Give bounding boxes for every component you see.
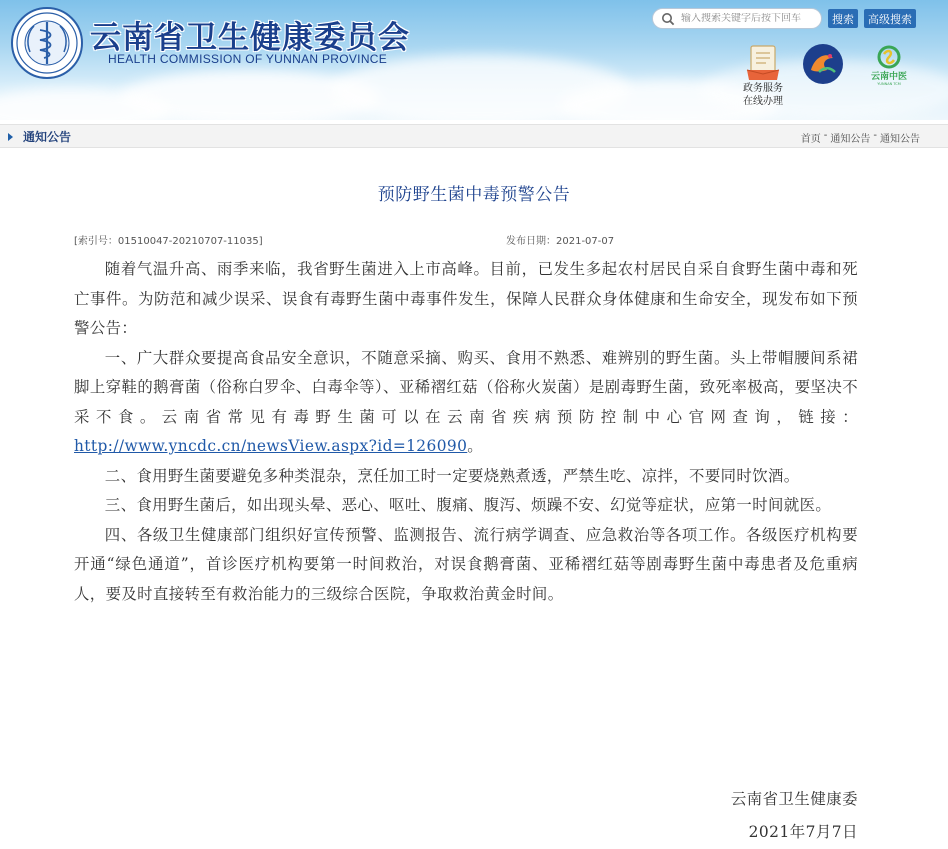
yunnan-tcm-link[interactable]	[864, 42, 914, 86]
site-header	[0, 0, 948, 120]
breadcrumb-separator: -	[873, 130, 877, 141]
article-body	[74, 255, 858, 609]
article-paragraph: 三、食用野生菌后，如出现头晕、恶心、呕吐、腹痛、腹泻、烦躁不安、幻觉等症状，应第一时间就医。	[104, 496, 832, 514]
search-input[interactable]	[681, 13, 821, 24]
site-title[interactable]: 云南省卫生健康委员会	[90, 20, 410, 56]
breadcrumb-current[interactable]: 通知公告	[880, 134, 920, 145]
svg-text:YUNNAN TCM: YUNNAN TCM	[877, 82, 901, 86]
breadcrumb-bar	[0, 124, 948, 148]
health-commission-emblem-icon[interactable]	[10, 6, 84, 80]
advanced-search-button[interactable]: 高级搜索	[864, 9, 916, 28]
article-paragraph: 二、食用野生菌要避免多种类混杂，烹任加工时一定要烧熟煮透，严禁生吃、凉拌，不要同时饮酒。	[104, 466, 800, 485]
online-service-label	[743, 82, 783, 108]
publish-date: 发布日期：2021-07-07	[506, 236, 615, 247]
article-paragraph: 随着气温升高、雨季来临，我省野生菌进入上市高峰。目前，已发生多起农村居民自采自食野生菌中毒和死亡事件。为防范和减少误采、误食有毒野生菌中毒事件发生，保障人民群众身体健康和生命安全，现发布如下预警公告：	[74, 260, 858, 337]
search-box	[652, 8, 822, 29]
dragon-logo-icon	[801, 42, 845, 86]
link-suffix: 。	[467, 437, 484, 455]
signature-date: 2021年7月7日	[748, 823, 858, 841]
article-paragraph: 四、各级卫生健康部门组织好宣传预警、监测报告、流行病学调查、应急救治等各项工作。各级医疗机构要开通“绿色通道”，首诊医疗机构要第一时间救治，对误食鹅膏菌、亚稀褶红菇等剧毒野生菌中毒患者及危重病人，要及时直接转至有救治能力的三级综合医院，争取救治黄金时间。	[74, 525, 858, 603]
online-service-label-line1: 政务服务	[743, 83, 783, 94]
breadcrumb	[801, 130, 920, 145]
breadcrumb-home[interactable]: 首页	[800, 134, 821, 145]
article-title: 预防野生菌中毒预警公告	[377, 185, 571, 205]
breadcrumb-notices[interactable]: 通知公告	[830, 134, 871, 145]
cdc-link[interactable]: http://www.yncdc.cn/newsView.aspx?id=126090	[74, 437, 468, 455]
index-number: [索引号：01510047-20210707-11035]	[74, 236, 263, 247]
signature-org: 云南省卫生健康委	[730, 790, 858, 808]
document-service-icon	[743, 42, 783, 82]
svg-text:云南中医: 云南中医	[870, 72, 908, 82]
article-paragraph	[74, 344, 858, 462]
online-service-label-line2: 在线办理	[743, 96, 783, 107]
search-button[interactable]: 搜索	[828, 9, 858, 28]
site-subtitle: HEALTH COMMISSION OF YUNNAN PROVINCE	[108, 52, 388, 66]
online-service-link[interactable]	[738, 42, 788, 108]
section-title-label: 通知公告	[23, 130, 72, 144]
article-paragraph-text: 一、广大群众要提高食品安全意识，不随意采摘、购买、食用不熟悉、难辨别的野生菌。头上带帽腰间系裙脚上穿鞋的鹅膏菌（俗称白罗伞、白毒伞等）、亚稀褶红菇（俗称火炭菌）是剧毒野生菌，致死率极高，要坚决不采不食。云南省常见有毒野生菌可以在云南省疾病预防控制中心官网查询，链接：	[74, 348, 858, 426]
search-icon	[661, 12, 675, 26]
yunnan-tcm-logo-icon	[864, 42, 914, 86]
arrow-right-icon	[8, 133, 13, 141]
dragon-logo-link[interactable]	[800, 42, 846, 86]
breadcrumb-separator: -	[823, 130, 828, 141]
section-title	[8, 128, 71, 145]
